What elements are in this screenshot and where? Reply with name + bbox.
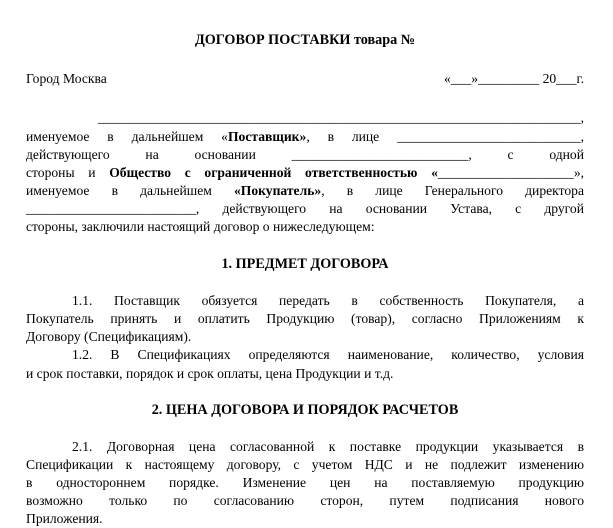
document-title-main: ДОГОВОР ПОСТАВКИ xyxy=(194,32,351,48)
preamble-line-4 xyxy=(26,164,584,182)
preamble-text: , xyxy=(580,165,585,180)
preamble-text: именуемое в дальнейшем xyxy=(26,183,234,198)
date-field: «___»_________ 20___г. xyxy=(444,71,584,86)
clause-1-1-line-2: Покупатель принять и оплатить Продукцию (товар), согласно Приложениям к xyxy=(26,311,584,326)
clause-1-2-line-2: и срок поставки, порядок и срок оплаты, цена Продукции и т.д. xyxy=(26,366,394,381)
clause-2-1-line-2: Спецификации к настоящему договору, с учетом НДС и не подлежит изменению xyxy=(26,457,584,472)
preamble-line-1: _______________________________________________________________________, xyxy=(98,110,584,125)
document-title-suffix: товара № xyxy=(350,32,416,48)
clause-1-1-line-1: 1.1. Поставщик обязуется передать в собственность Покупателя, а xyxy=(72,293,584,308)
preamble-line-2 xyxy=(26,128,584,146)
preamble-text: , в лице Генерального директора xyxy=(321,183,584,198)
clause-2-1-line-5: Приложения. xyxy=(26,511,103,526)
preamble-line-5 xyxy=(26,182,584,200)
preamble-text: , в лице ___________________________, xyxy=(306,129,584,144)
buyer-role: «Покупатель» xyxy=(234,183,322,198)
supplier-role: Поставщик» xyxy=(227,129,307,144)
preamble-line-6: _________________________, действующего на основании Устава, с другой xyxy=(26,201,584,216)
preamble-text: стороны и xyxy=(26,165,110,180)
clause-2-1-line-4: возможно только по согласованию сторон, путем подписания нового xyxy=(26,493,584,508)
clause-1-2-line-1: 1.2. В Спецификациях определяются наименование, количество, условия xyxy=(72,347,584,362)
city-label: Город Москва xyxy=(26,71,107,86)
section-1-heading: 1. ПРЕДМЕТ ДОГОВОРА xyxy=(221,256,389,272)
preamble-text: именуемое в дальнейшем « xyxy=(26,129,228,144)
clause-1-1-line-3: Договору (Спецификациям). xyxy=(26,329,192,344)
clause-2-1-line-1: 2.1. Договорная цена согласованной к поставке продукции указывается в xyxy=(72,439,584,454)
company-type: Общество с ограниченной ответственностью « xyxy=(109,165,438,180)
clause-2-1-line-3: в одностороннем порядке. Изменение цен на поставляемую продукцию xyxy=(26,475,584,490)
contract-page xyxy=(26,0,584,526)
preamble-line-3: действующего на основании __________________________, с одной xyxy=(26,147,584,162)
document-title xyxy=(26,31,584,49)
city-date-row xyxy=(26,70,584,88)
section-2-heading: 2. ЦЕНА ДОГОВОРА И ПОРЯДОК РАСЧЕТОВ xyxy=(151,402,459,418)
company-name-blank: ____________________» xyxy=(437,165,581,180)
preamble-line-7: стороны, заключили настоящий договор о нижеследующем: xyxy=(26,219,375,234)
